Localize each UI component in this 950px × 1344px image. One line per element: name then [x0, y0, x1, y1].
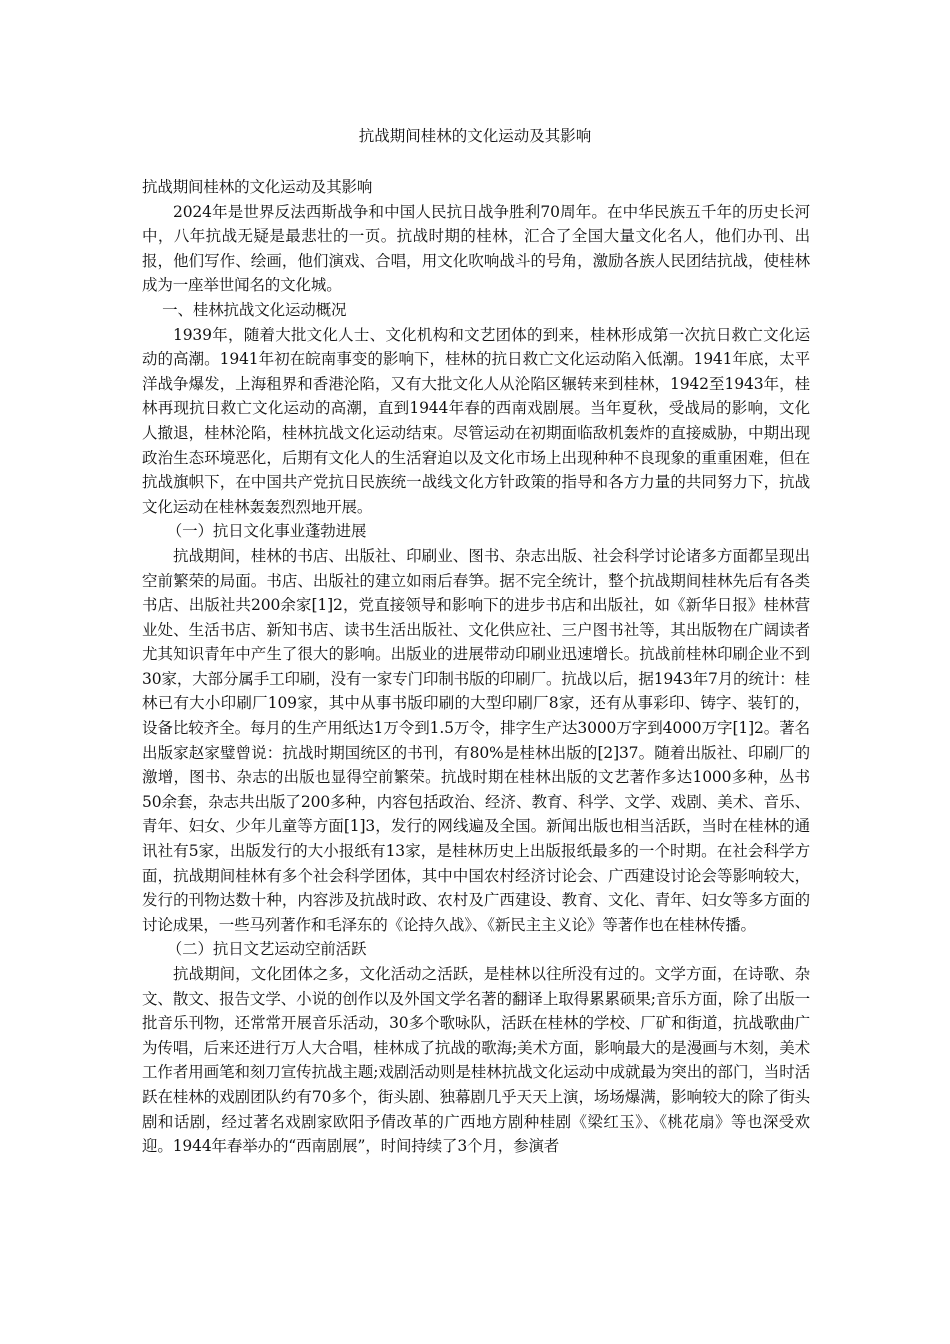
subsection-1-heading: （一）抗日文化事业蓬勃进展	[166, 522, 367, 541]
subsection-1-paragraph: 抗战期间，桂林的书店、出版社、印刷业、图书、杂志出版、社会科学讨论诸多方面都呈现出空前繁荣的局面。书店、出版社的建立如雨后春笋。据不完全统计，整个抗战期间桂林先后有各类书店、出版社共200余家[1]2，党直接领导和影响下的进步书店和出版社，如《新华日报》桂林营业处、生活书店、新知书店、读书生活出版社、文化供应社、三户图书社等，其出版物在广阔读者尤其知识青年中产生了很大的影响。出版业的进展带动印刷业迅速增长。抗战前桂林印刷企业不到30家，大部分属手工印刷，没有一家专门印制书版的印刷厂。抗战以后，据1943年7月的统计：桂林已有大小印刷厂109家，其中从事书版印刷的大型印刷厂8家，还有从事彩印、铸字、装钉的，设备比较齐全。每月的生产用纸达1万令到1.5万令，排字生产达3000万字到4000万字[1]2。著名出版家赵家璧曾说：抗战时期国统区的书刊，有80%是桂林出版的[2]37。随着出版社、印刷厂的激增，图书、杂志的出版也显得空前繁荣。抗战时期在桂林出版的文艺著作多达1000多种，丛书50余套，杂志共出版了200多种，内容包括政治、经济、教育、科学、文学、戏剧、美术、音乐、青年、妇女、少年儿童等方面[1]3，发行的网线遍及全国。新闻出版也相当活跃，当时在桂林的通讯社有5家，出版发行的大小报纸有13家，是桂林历史上出版报纸最多的一个时期。在社会科学方面，抗战期间桂林有多个社会科学团体，其中中国农村经济讨论会、广西建设讨论会等影响较大，发行的刊物达数十种，内容涉及抗战时政、农村及广西建设、教育、文化、青年、妇女等多方面的讨论成果，一些马列著作和毛泽东的《论持久战》、《新民主主义论》等著作也在桂林传播。	[142, 546, 810, 934]
section-1-heading: 一、桂林抗战文化运动概况	[162, 300, 347, 319]
intro-paragraph: 2024年是世界反法西斯战争和中国人民抗日战争胜利70周年。在中华民族五千年的历史长河中，八年抗战无疑是最悲壮的一页。抗战时期的桂林，汇合了全国大量文化名人，他们办刊、出报，他们写作、绘画，他们演戏、合唱，用文化吹响战斗的号角，激励各族人民团结抗战，使桂林成为一座举世闻名的文化城。	[142, 202, 810, 295]
subsection-2-heading: （二）抗日文艺运动空前活跃	[166, 940, 367, 959]
document-subtitle: 抗战期间桂林的文化运动及其影响	[142, 178, 373, 196]
subsection-2-paragraph: 抗战期间，文化团体之多，文化活动之活跃，是桂林以往所没有过的。文学方面，在诗歌、杂文、散文、报告文学、小说的创作以及外国文学名著的翻译上取得累累硕果;音乐方面，除了出版一批音乐刊物，还常常开展音乐活动，30多个歌咏队，活跃在桂林的学校、厂矿和街道，抗战歌曲广为传唱，后来还进行万人大合唱，桂林成了抗战的歌海;美术方面，影响最大的是漫画与木刻，美术工作者用画笔和刻刀宣传抗战主题;戏剧活动则是桂林抗战文化运动中成就最为突出的部门，当时活跃在桂林的戏剧团队约有70多个，街头剧、独幕剧几乎天天上演，场场爆满，影响较大的除了街头剧和话剧，经过著名戏剧家欧阳予倩改革的广西地方剧种桂剧《梁红玉》、《桃花扇》等也深受欢迎。1944年春举办的“西南剧展”，时间持续了3个月，参演者	[142, 965, 810, 1156]
document-body	[142, 175, 810, 1159]
section-1-paragraph: 1939年，随着大批文化人士、文化机构和文艺团体的到来，桂林形成第一次抗日救亡文化运动的高潮。1941年初在皖南事变的影响下，桂林的抗日救亡文化运动陷入低潮。1941年底，太平洋战争爆发，上海租界和香港沦陷，又有大批文化人从沦陷区辗转来到桂林，1942至1943年，桂林再现抗日救亡文化运动的高潮，直到1944年春的西南戏剧展。当年夏秋，受战局的影响，文化人撤退，桂林沦陷，桂林抗战文化运动结束。尽管运动在初期面临敌机轰炸的直接威胁，中期出现政治生态环境恶化，后期有文化人的生活窘迫以及文化市场上出现种种不良现象的重重困难，但在抗战旗帜下，在中国共产党抗日民族统一战线文化方针政策的指导和各方力量的共同努力下，抗战文化运动在桂林轰轰烈烈地开展。	[142, 325, 810, 516]
page-title: 抗战期间桂林的文化运动及其影响	[358, 127, 592, 145]
